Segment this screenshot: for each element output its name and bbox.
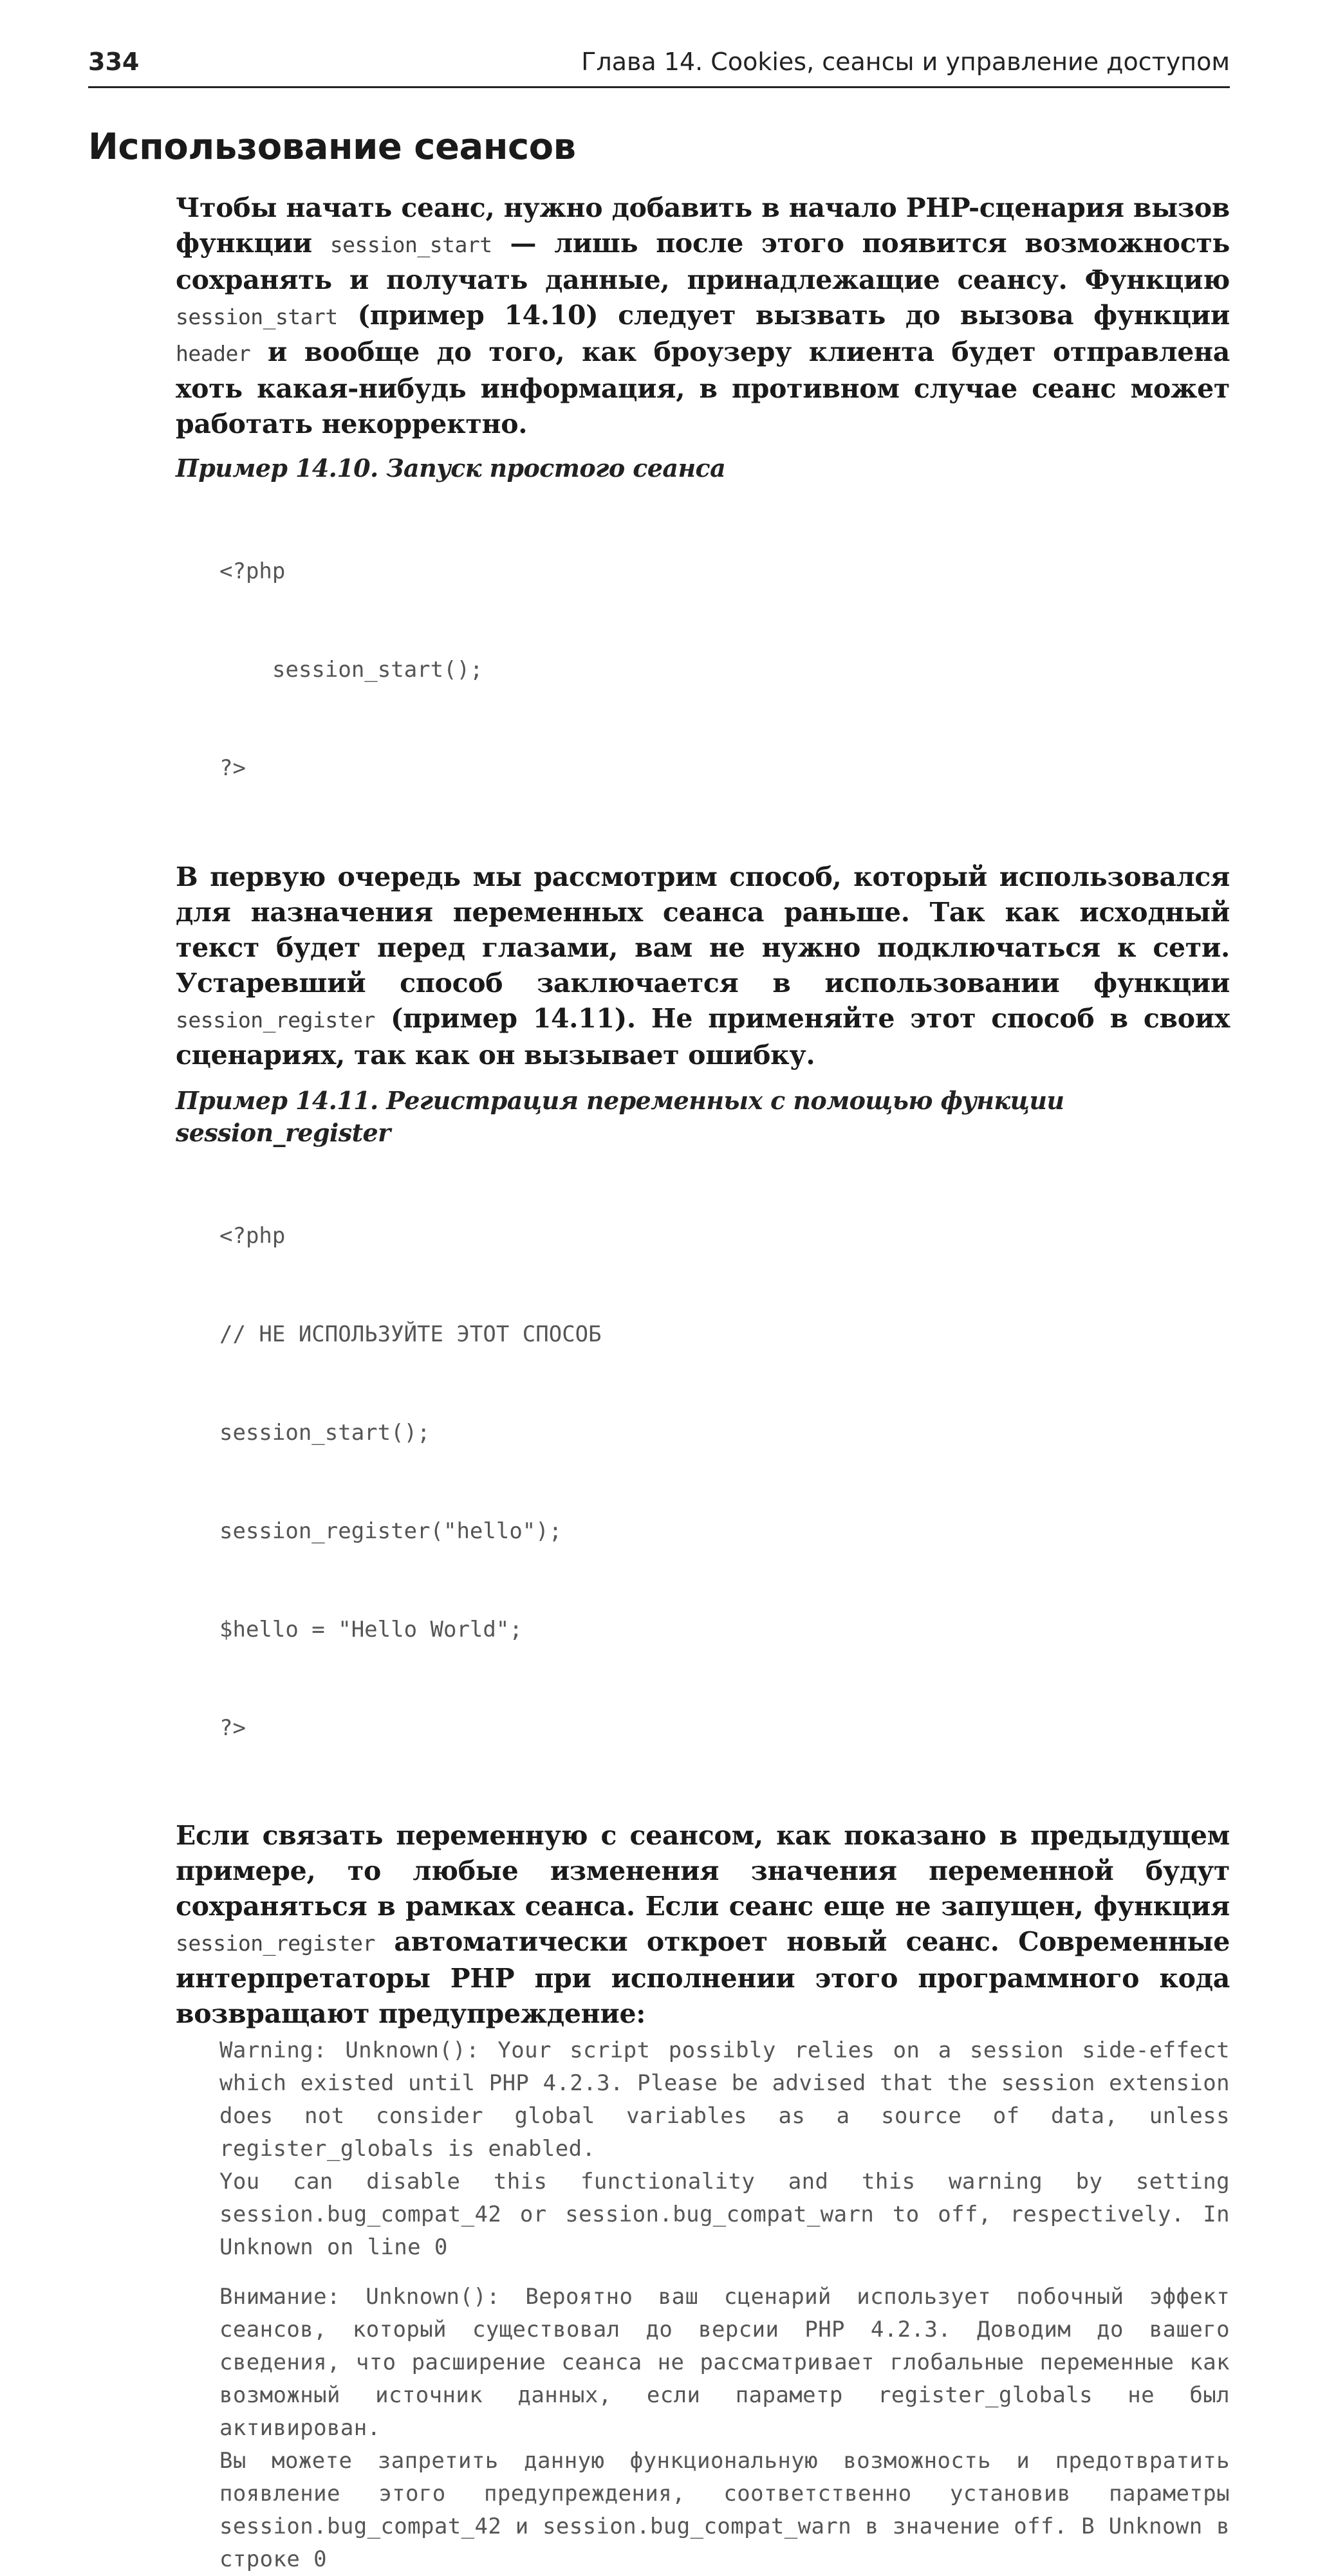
text-run: (пример 14.10) следует вызвать до вызова функции [337,300,1230,331]
warning-text: Warning: Unknown(): Your script possibly relies on a session side-effect which existed until PHP 4.2.3. Please be advised that the session extension does not consider global variables as a source of data, unless register_globals is enabled. [219,2038,1230,2162]
text-run: — лишь после этого появится возможность сохранять и получать данные, принадлежащие сеансу. Функцию [176,228,1230,295]
inline-code: session_start [176,304,338,329]
page-number: 334 [88,48,140,76]
inline-code: session_register [176,1007,375,1033]
code-line: // НЕ ИСПОЛЬЗУЙТЕ ЭТОТ СПОСОБ [219,1321,602,1347]
code-line: ?> [219,1715,246,1741]
example-caption: Пример 14.11. Регистрация переменных с помощью функции session_register [176,1086,1064,1147]
warning-text: Вы можете запретить данную функциональную возможность и предотвратить появление этого предупреждения, соответственно установив параметры session.bug_compat_42 и session.bug_compat_warn в значение off. В Unknown в строке 0 [219,2448,1230,2572]
warning-text: You can disable this functionality and this warning by setting session.bug_compat_42 or session.bug_compat_warn to off, respectively. In Unknown on line 0 [219,2169,1230,2260]
text-run: Чтобы начать сеанс, нужно добавить в начало PHP-сценария вызов функции [176,192,1230,259]
code-line: <?php [219,558,286,584]
warning-english [176,2034,1230,2264]
text-run: и вообще до того, как броузеру клиента будет отправлена хоть какая-нибудь информация, в противном случае сеанс может работать некорректно. [176,336,1230,439]
text-run: автоматически откроет новый сеанс. Современные интерпретаторы PHP при исполнении этого программного кода возвращают предупреждение: [176,1926,1230,2029]
warning-text: Внимание: Unknown(): Вероятно ваш сценарий использует побочный эффект сеансов, который существовал до версии PHP 4.2.3. Доводим до вашего сведения, что расширение сеанса не рассматривает глобальные переменные как возможный источник данных, если параметр register_globals не был активирован. [219,2284,1230,2441]
warning-russian [176,2281,1230,2576]
paragraph-old-method [176,860,1230,1073]
running-head: Глава 14. Cookies, сеансы и управление доступом [581,48,1230,76]
code-line: session_start(); [272,657,483,683]
text-run: Если связать переменную с сеансом, как показано в предыдущем примере, то любые изменения значения переменной будут сохраняться в рамках сеанса. Если сеанс еще не запущен, функция [176,1820,1230,1922]
example-caption: Пример 14.10. Запуск простого сеанса [176,454,726,483]
code-line: session_start(); [219,1420,431,1446]
text-run: В первую очередь мы рассмотрим способ, который использовался для назначения переменных сеанса раньше. Так как исходный текст будет перед глазами, вам не нужно подключаться к сети. Устаревший способ заключается в использовании функции [176,861,1230,998]
code-listing [176,490,1230,851]
code-line: ?> [219,755,246,781]
code-line: <?php [219,1223,286,1249]
paragraph-warning-intro [176,1818,1230,2032]
section-title: Использование сеансов [88,126,576,168]
code-listing [176,1154,1230,1810]
page-body [176,190,1230,2576]
header-rule [88,86,1230,88]
text-run: (пример 14.11). Не применяйте этот способ в своих сценариях, так как он вызывает ошибку. [176,1003,1230,1071]
paragraph-session-start [176,190,1230,442]
page-header [88,37,1230,76]
code-line: $hello = "Hello World"; [219,1617,523,1642]
inline-code: session_start [330,232,492,257]
inline-code: header [176,341,251,366]
code-line: session_register("hello"); [219,1518,562,1544]
inline-code: session_register [176,1931,375,1956]
